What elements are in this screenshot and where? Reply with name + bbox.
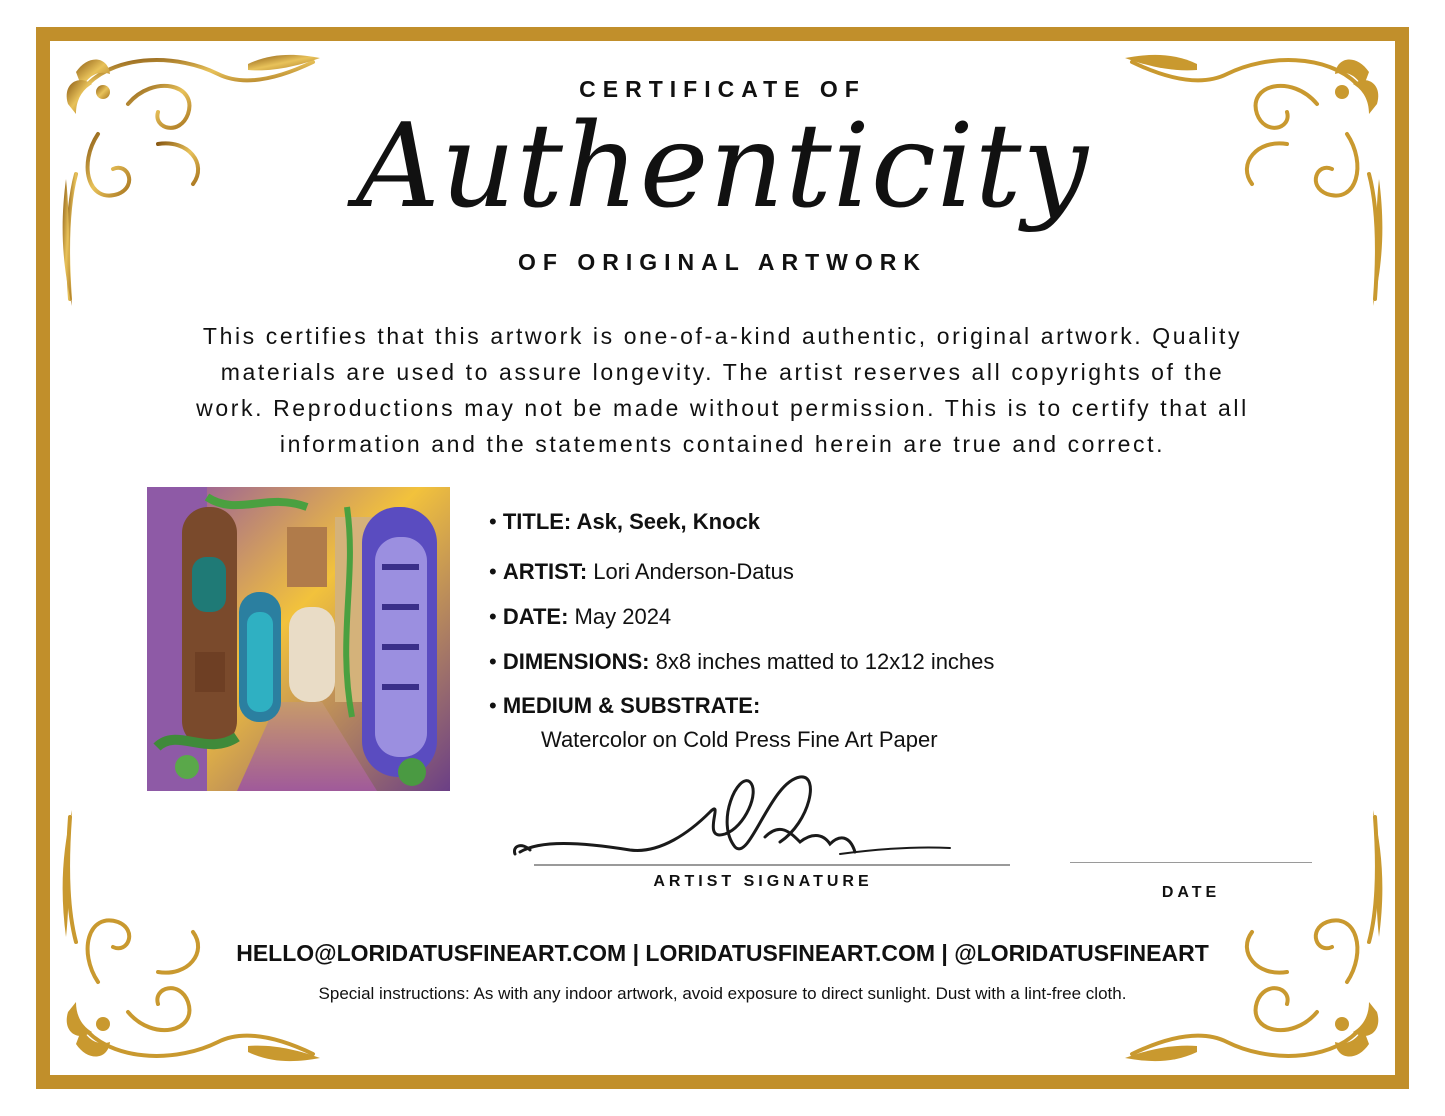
date-line	[1070, 862, 1312, 863]
artist-signature-label: ARTIST SIGNATURE	[653, 873, 873, 890]
date-value: May 2024	[574, 604, 672, 629]
ornament-corner-icon	[58, 802, 328, 1072]
artwork-image	[147, 487, 450, 791]
medium-value: Watercolor on Cold Press Fine Art Paper	[541, 727, 938, 752]
medium-label: MEDIUM & SUBSTRATE:	[502, 693, 761, 718]
date-label: DATE:	[502, 604, 569, 629]
detail-title	[489, 509, 760, 535]
contact-info: HELLO@LORIDATUSFINEART.COM | LORIDATUSFINEART.COM | @LORIDATUSFINEART	[236, 940, 1209, 966]
ornament-corner-icon	[1117, 802, 1387, 1072]
artist-label: ARTIST:	[502, 559, 588, 584]
detail-medium	[489, 693, 760, 719]
detail-date	[489, 604, 671, 630]
detail-dimensions	[489, 649, 994, 675]
bullet: •	[489, 604, 497, 629]
date-label-footer: DATE	[1161, 884, 1221, 901]
certificate-heading: CERTIFICATE OF	[579, 76, 866, 102]
certification-statement	[110, 318, 1335, 462]
bullet: •	[489, 693, 497, 718]
detail-artist	[489, 559, 794, 585]
artist-signature-line	[534, 864, 1010, 866]
artist-value: Lori Anderson-Datus	[593, 559, 794, 584]
special-instructions: Special instructions: As with any indoor artwork, avoid exposure to direct sunlight. Dust with a lint-free cloth.	[318, 984, 1127, 1003]
certificate-script-title: Authenticity	[355, 99, 1090, 234]
bullet: •	[489, 559, 497, 584]
bullet: •	[489, 509, 497, 534]
statement-line: information and the statements contained herein are true and correct.	[279, 431, 1166, 457]
dimensions-label: DIMENSIONS:	[502, 649, 650, 674]
title-label: TITLE: Ask, Seek, Knock	[502, 509, 760, 534]
statement-line: This certifies that this artwork is one-of-a-kind authentic, original artwork. Quality	[202, 323, 1243, 349]
bullet: •	[489, 649, 497, 674]
dimensions-value: 8x8 inches matted to 12x12 inches	[655, 649, 995, 674]
certificate-subheading: OF ORIGINAL ARTWORK	[518, 249, 927, 275]
statement-line: materials are used to assure longevity. The artist reserves all copyrights of the	[220, 359, 1225, 385]
statement-line: work. Reproductions may not be made without permission. This is to certify that all	[196, 395, 1249, 421]
